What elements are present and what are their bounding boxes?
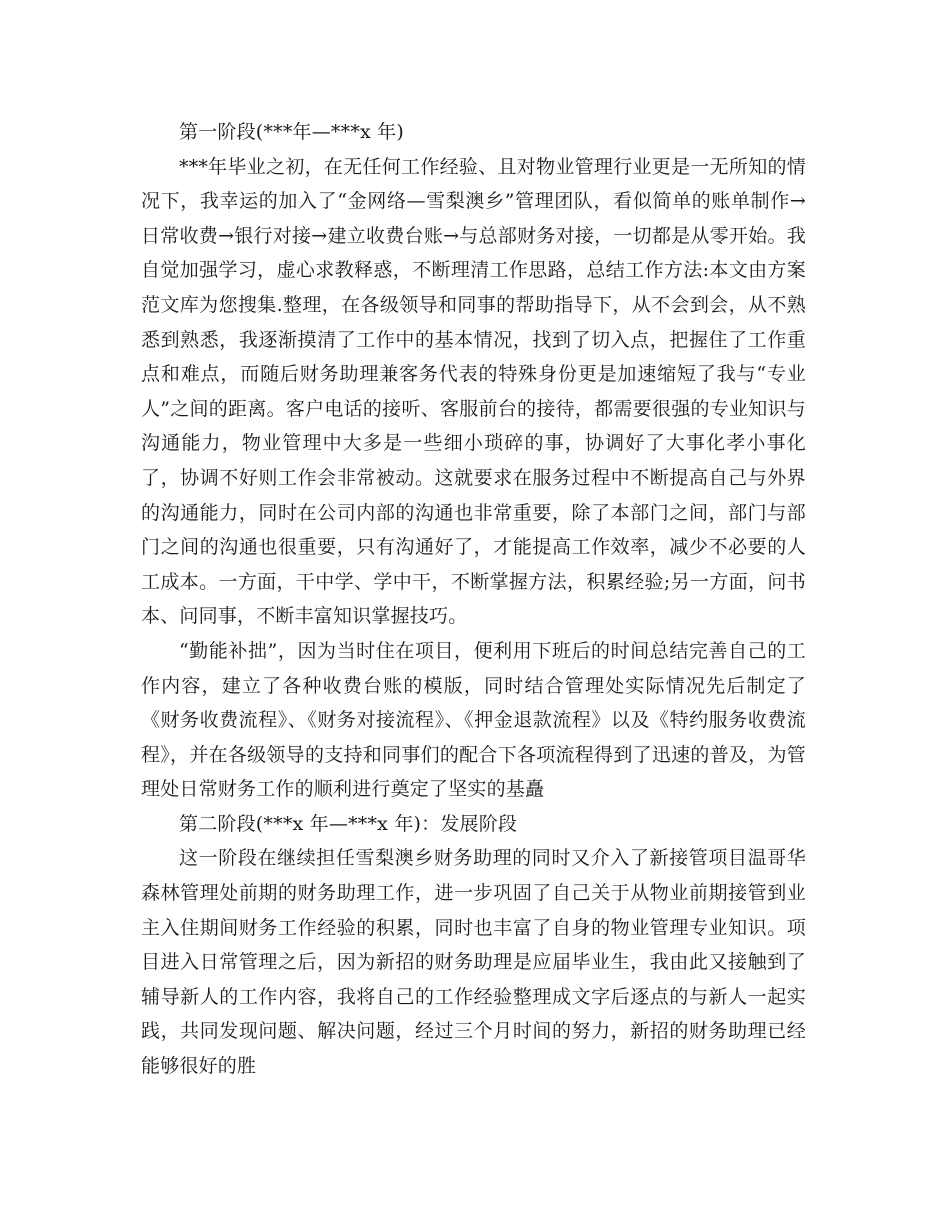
stage1-paragraph-1: ***年毕业之初，在无任何工作经验、且对物业管理行业更是一无所知的情况下，我幸运的加入了“金网络—雪梨澳乡”管理团队，看似简单的账单制作→日常收费→银行对接→建立收费台账→与总部财务对接，一切都是从零开始。我自觉加强学习，虚心求教释惑，不断理清工作思路，总结工作方法:本文由方案范文库为您搜集.整理，在各级领导和同事的帮助指导下，从不会到会，从不熟悉到熟悉，我逐渐摸清了工作中的基本情况，找到了切入点，把握住了工作重点和难点，而随后财务助理兼客务代表的特殊身份更是加速缩短了我与“专业人”之间的距离。客户电话的接听、客服前台的接待，都需要很强的专业知识与沟通能力，物业管理中大多是一些细小琐碎的事，协调好了大事化孝小事化了，协调不好则工作会非常被动。这就要求在服务过程中不断提高自己与外界的沟通能力，同时在公司内部的沟通也非常重要，除了本部门之间，部门与部门之间的沟通也很重要，只有沟通好了，才能提高工作效率，减少不必要的人工成本。一方面，干中学、学中干，不断掌握方法，积累经验;另一方面，问书本、问同事，不断丰富知识掌握技巧。 — [141, 155, 806, 628]
stage1-paragraph-2: “勤能补拙”，因为当时住在项目，便利用下班后的时间总结完善自己的工作内容，建立了各种收费台账的模版，同时结合管理处实际情况先后制定了《财务收费流程》、《财务对接流程》、《押金退款流程》以及《特约服务收费流程》，并在各级领导的支持和同事们的配合下各项流程得到了迅速的普及，为管理处日常财务工作的顺利进行奠定了坚实的基矗 — [141, 639, 806, 801]
document-body — [141, 115, 806, 1084]
stage2-paragraph-1: 这一阶段在继续担任雪梨澳乡财务助理的同时又介入了新接管项目温哥华森林管理处前期的财务助理工作，进一步巩固了自己关于从物业前期接管到业主入住期间财务工作经验的积累，同时也丰富了自身的物业管理专业知识。项目进入日常管理之后，因为新招的财务助理是应届毕业生，我由此又接触到了辅导新人的工作内容，我将自己的工作经验整理成文字后逐点的与新人一起实践，共同发现问题、解决问题，经过三个月时间的努力，新招的财务助理已经能够很好的胜 — [141, 847, 806, 1078]
stage2-heading: 第二阶段(***x 年—***x 年)：发展阶段 — [179, 812, 518, 835]
stage1-heading: 第一阶段(***年—***x 年) — [179, 121, 404, 143]
